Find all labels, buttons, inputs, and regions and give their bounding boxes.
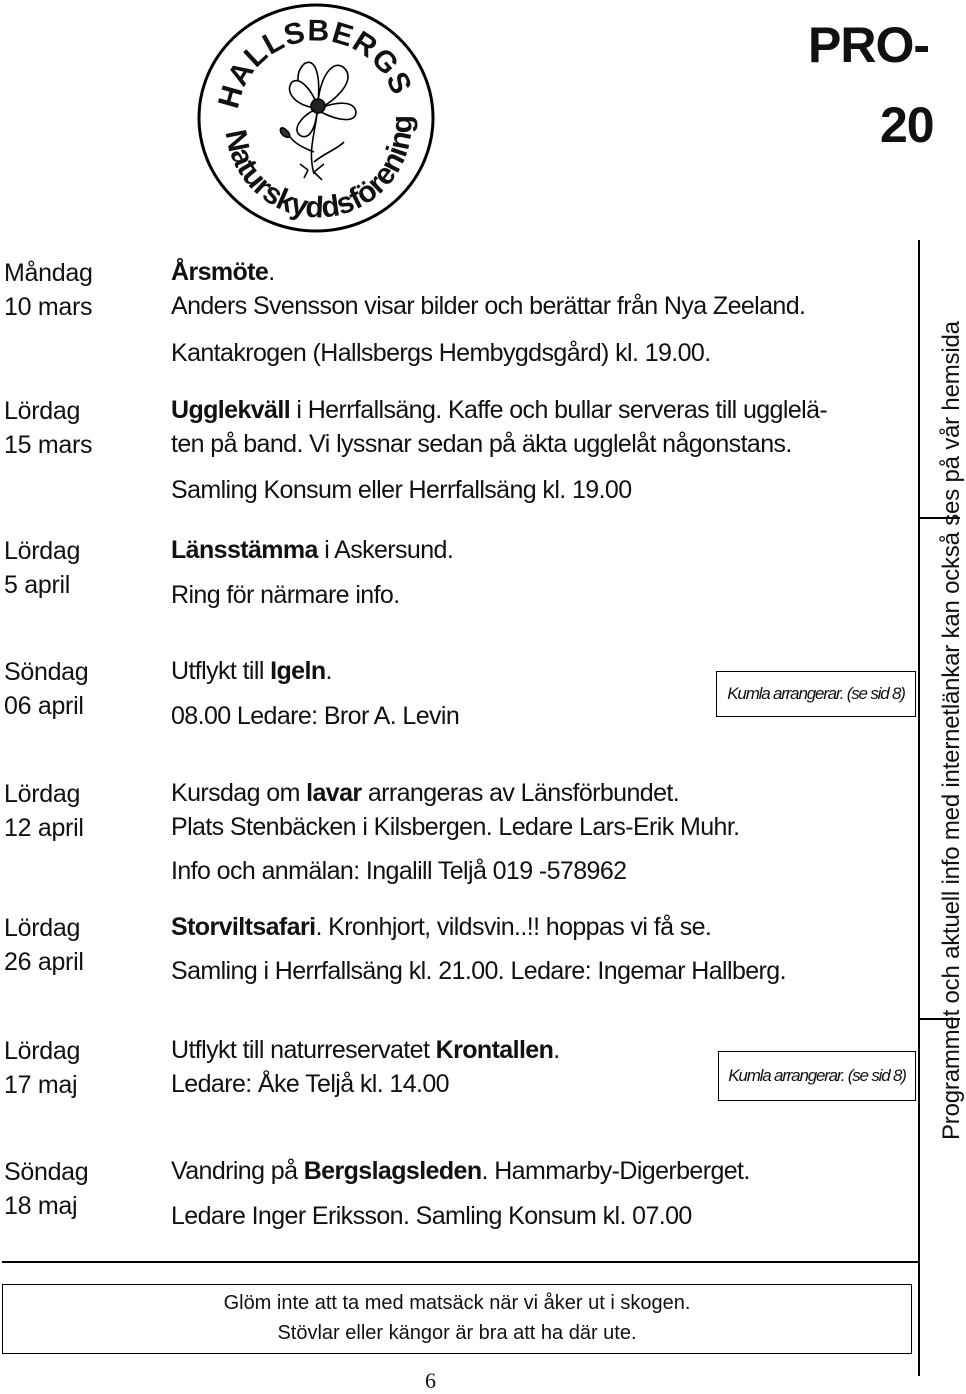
logo-top-text: HALLSBERGS	[212, 14, 419, 112]
event-day: Måndag	[4, 259, 93, 287]
event-day: Lördag	[4, 780, 81, 808]
bottom-divider	[2, 1261, 918, 1263]
event-day: Lördag	[4, 397, 81, 425]
event-day: Lördag	[4, 537, 81, 565]
event-date: 5 april	[4, 571, 70, 599]
page-title-line1: PRO-	[808, 17, 929, 73]
event-line: Kursdag om lavar arrangeras av Länsförbundet.	[171, 779, 680, 807]
event-date: 15 mars	[4, 431, 93, 459]
event-line: Utflykt till Igeln.	[171, 657, 332, 685]
event-date: 06 april	[4, 692, 84, 720]
event-line: 08.00 Ledare: Bror A. Levin	[171, 702, 460, 730]
event-date: 26 april	[4, 948, 84, 976]
event-line: ten på band. Vi lyssnar sedan på äkta ugglelåt någonstans.	[171, 430, 792, 458]
event-line: Info och anmälan: Ingalill Teljå 019 -578962	[171, 857, 627, 885]
event-line: Storviltsafari. Kronhjort, vildsvin..!! hoppas vi få se.	[171, 913, 712, 941]
event-line: Ledare Inger Eriksson. Samling Konsum kl. 07.00	[171, 1202, 692, 1230]
reminder-line-2: Stövlar eller kängor är bra att ha där ute.	[277, 1322, 637, 1344]
event-line: Samling Konsum eller Herrfallsäng kl. 19.00	[171, 476, 632, 504]
event-line: Anders Svensson visar bilder och berättar från Nya Zeeland.	[171, 292, 806, 320]
logo-bottom-text: Naturskyddsförening	[218, 115, 419, 225]
event-line: Plats Stenbäcken i Kilsbergen. Ledare Lars-Erik Muhr.	[171, 813, 740, 841]
event-line: Ledare: Åke Teljå kl. 14.00	[171, 1070, 449, 1098]
event-line: Ugglekväll i Herrfallsäng. Kaffe och bullar serveras till ugglelä-	[171, 396, 828, 424]
event-line: Ring för närmare info.	[171, 581, 400, 609]
page-number: 6	[425, 1368, 436, 1393]
event-line: Årsmöte.	[171, 258, 275, 286]
event-day: Söndag	[4, 1158, 89, 1186]
event-date: 12 april	[4, 814, 84, 842]
side-website-note: Programmet och aktuell info med internetlänkar kan också ses på vår hemsida	[938, 321, 965, 1140]
reminder-line-1: Glöm inte att ta med matsäck när vi åker ut i skogen.	[223, 1292, 691, 1314]
event-line: Vandring på Bergslagsleden. Hammarby-Digerberget.	[171, 1157, 750, 1185]
side-divider	[918, 240, 920, 1376]
reminder-box	[2, 1284, 912, 1354]
event-line: Länsstämma i Askersund.	[171, 536, 454, 564]
event-day: Lördag	[4, 914, 81, 942]
event-day: Söndag	[4, 658, 89, 686]
kumla-badge: Kumla arrangerar. (se sid 8)	[718, 1051, 916, 1101]
event-day: Lördag	[4, 1037, 81, 1065]
event-date: 10 mars	[4, 293, 93, 321]
kumla-badge: Kumla arrangerar. (se sid 8)	[716, 671, 916, 717]
logo	[196, 2, 436, 234]
event-date: 17 maj	[4, 1071, 78, 1099]
event-date: 18 maj	[4, 1192, 78, 1220]
page-title-line2: 20	[880, 97, 934, 153]
event-line: Utflykt till naturreservatet Krontallen.	[171, 1036, 560, 1064]
event-line: Kantakrogen (Hallsbergs Hembygdsgård) kl. 19.00.	[171, 339, 711, 367]
event-line: Samling i Herrfallsäng kl. 21.00. Ledare: Ingemar Hallberg.	[171, 957, 786, 985]
flower-logo-icon	[196, 2, 436, 234]
